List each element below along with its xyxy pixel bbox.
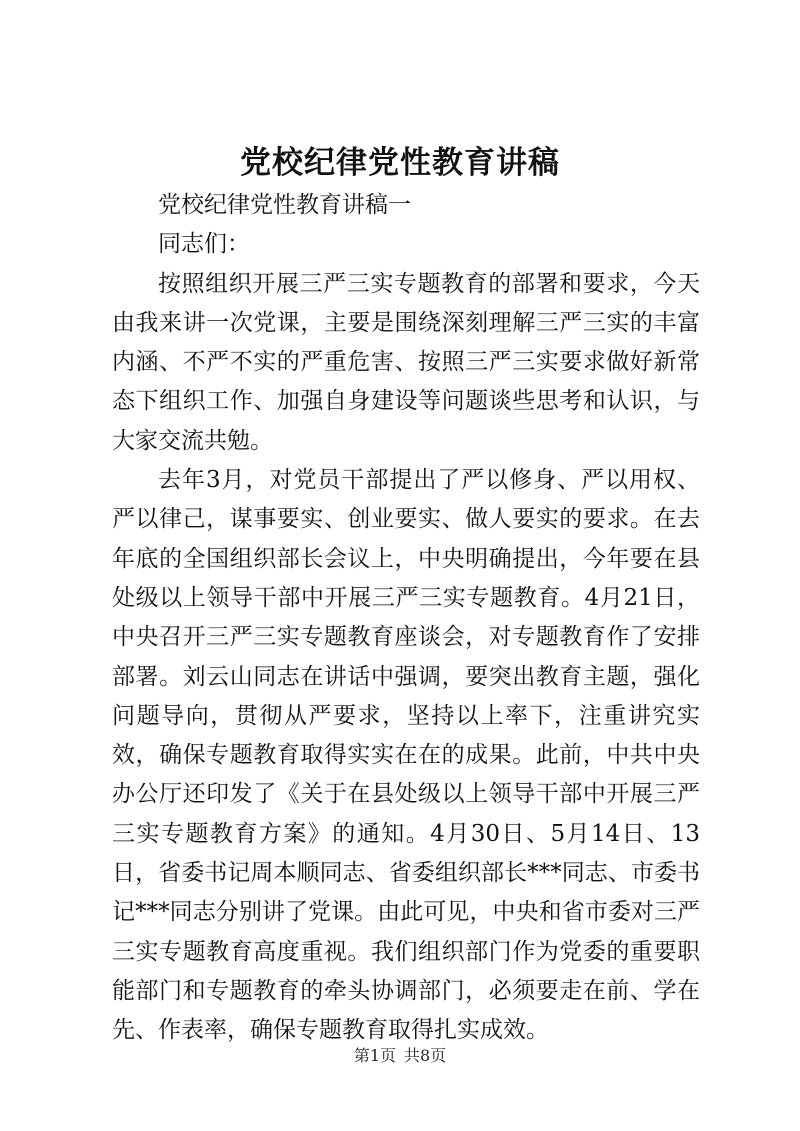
subtitle-paragraph: 党校纪律党性教育讲稿一 xyxy=(158,192,411,218)
body-paragraph: 去年3月，对党员干部提出了严以修身、严以用权、严以律己，谋事要实、创业要实、做人要实的要求。在去年底的全国组织部长会议上，中央明确提出，今年要在县处级以上领导干部中开展三严三实专题教育。4月21日，中央召开三严三实专题教育座谈会，对专题教育作了安排部署。刘云山同志在讲话中强调，要突出教育主题，强化问题导向，贯彻从严要求，坚持以上率下，注重讲究实效，确保专题教育取得实实在在的成果。此前，中共中央办公厅还印发了《关于在县处级以上领导干部中开展三严三实专题教育方案》的通知。4月30日、5月14日、13日，省委书记周本顺同志、省委组织部长***同志、市委书记***同志分别讲了党课。由此可见，中央和省市委对三严三实专题教育高度重视。我们组织部门作为党委的重要职能部门和专题教育的牵头协调部门，必须要走在前、学在先、作表率，确保专题教育取得扎实成效。 xyxy=(112,467,700,1044)
page-footer xyxy=(0,1045,800,1067)
document-body xyxy=(112,186,700,1051)
body-paragraph: 按照组织开展三严三实专题教育的部署和要求，今天由我来讲一次党课，主要是围绕深刻理解三严三实的丰富内涵、不严不实的严重危害、按照三严三实要求做好新常态下组织工作、加强自身建设等问题谈些思考和认识，与大家交流共勉。 xyxy=(112,270,700,454)
salutation-paragraph: 同志们： xyxy=(158,231,250,258)
document-title: 党校纪律党性教育讲稿 xyxy=(240,145,560,181)
total-pages: 共8页 xyxy=(404,1046,447,1065)
page-number: 第1页 xyxy=(353,1046,396,1065)
